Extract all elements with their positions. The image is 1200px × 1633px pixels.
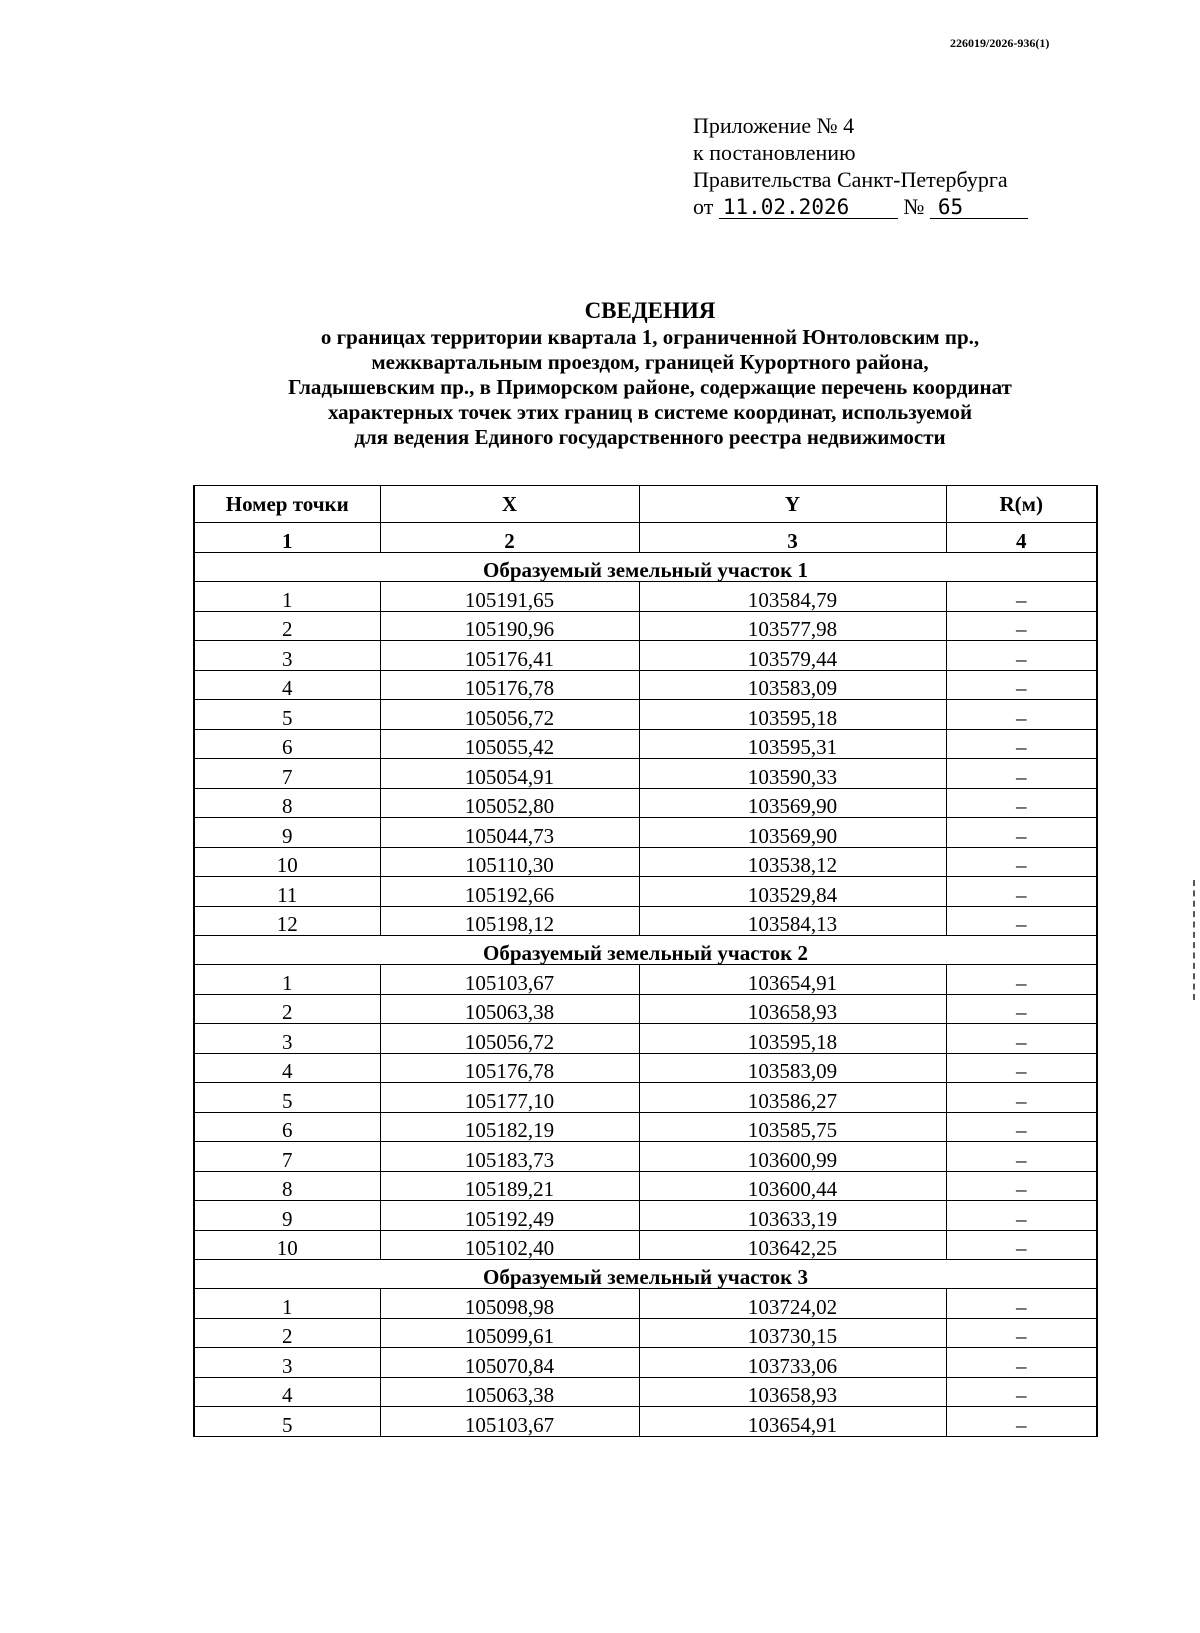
- point-number-cell: 2: [194, 994, 380, 1024]
- point-number-cell: 4: [194, 670, 380, 700]
- table-row: [194, 700, 1097, 730]
- table-row: [194, 1348, 1097, 1378]
- table-row: [194, 1024, 1097, 1054]
- radius-cell: –: [946, 906, 1097, 936]
- point-number-cell: 7: [194, 759, 380, 789]
- x-cell: 105182,19: [380, 1112, 639, 1142]
- point-number-cell: 9: [194, 818, 380, 848]
- annex-from-label: от: [693, 194, 714, 219]
- y-cell: 103584,79: [639, 582, 946, 612]
- radius-cell: –: [946, 1289, 1097, 1319]
- point-number-cell: 3: [194, 641, 380, 671]
- x-cell: 105103,67: [380, 965, 639, 995]
- x-cell: 105063,38: [380, 1377, 639, 1407]
- heading-line-5: для ведения Единого государственного реестра недвижимости: [354, 425, 946, 449]
- point-number-cell: 10: [194, 847, 380, 877]
- point-number-cell: 1: [194, 582, 380, 612]
- y-cell: 103569,90: [639, 818, 946, 848]
- point-number-cell: 5: [194, 1407, 380, 1437]
- y-cell: 103600,99: [639, 1142, 946, 1172]
- point-number-cell: 9: [194, 1201, 380, 1231]
- column-number-1: 1: [194, 523, 380, 553]
- radius-cell: –: [946, 729, 1097, 759]
- radius-cell: –: [946, 1201, 1097, 1231]
- x-cell: 105056,72: [380, 1024, 639, 1054]
- y-cell: 103595,31: [639, 729, 946, 759]
- table-row: [194, 788, 1097, 818]
- column-number-4: 4: [946, 523, 1097, 553]
- table-row: [194, 877, 1097, 907]
- x-cell: 105176,78: [380, 1053, 639, 1083]
- heading-line-2: межквартальным проездом, границей Курортного района,: [371, 350, 929, 374]
- header-y: Y: [639, 486, 946, 523]
- point-number-cell: 1: [194, 1289, 380, 1319]
- annex-date-line: [693, 193, 1028, 220]
- header-x: X: [380, 486, 639, 523]
- x-cell: 105177,10: [380, 1083, 639, 1113]
- y-cell: 103590,33: [639, 759, 946, 789]
- x-cell: 105192,66: [380, 877, 639, 907]
- point-number-cell: 2: [194, 1318, 380, 1348]
- y-cell: 103586,27: [639, 1083, 946, 1113]
- table-row: [194, 1201, 1097, 1231]
- section-row: [194, 1260, 1097, 1289]
- table-row: [194, 1112, 1097, 1142]
- radius-cell: –: [946, 1053, 1097, 1083]
- radius-cell: –: [946, 641, 1097, 671]
- x-cell: 105198,12: [380, 906, 639, 936]
- table-header-row: [194, 486, 1097, 523]
- section-row: [194, 936, 1097, 965]
- table-row: [194, 1083, 1097, 1113]
- table-row: [194, 965, 1097, 995]
- y-cell: 103654,91: [639, 965, 946, 995]
- x-cell: 105052,80: [380, 788, 639, 818]
- scan-margin-marks: [1193, 880, 1198, 1000]
- annex-line-1: Приложение № 4: [693, 113, 855, 138]
- annex-line-3: Правительства Санкт-Петербурга: [693, 167, 1008, 192]
- radius-cell: –: [946, 700, 1097, 730]
- x-cell: 105103,67: [380, 1407, 639, 1437]
- table-row: [194, 1289, 1097, 1319]
- y-cell: 103595,18: [639, 1024, 946, 1054]
- radius-cell: –: [946, 847, 1097, 877]
- radius-cell: –: [946, 818, 1097, 848]
- heading-title: СВЕДЕНИЯ: [584, 298, 716, 323]
- table-row: [194, 1377, 1097, 1407]
- y-cell: 103538,12: [639, 847, 946, 877]
- heading-line-3: Гладышевским пр., в Приморском районе, содержащие перечень координат: [288, 375, 1012, 399]
- table-row: [194, 582, 1097, 612]
- x-cell: 105189,21: [380, 1171, 639, 1201]
- y-cell: 103730,15: [639, 1318, 946, 1348]
- point-number-cell: 5: [194, 700, 380, 730]
- radius-cell: –: [946, 1407, 1097, 1437]
- table-row: [194, 1318, 1097, 1348]
- y-cell: 103585,75: [639, 1112, 946, 1142]
- x-cell: 105063,38: [380, 994, 639, 1024]
- y-cell: 103529,84: [639, 877, 946, 907]
- x-cell: 105190,96: [380, 611, 639, 641]
- radius-cell: –: [946, 759, 1097, 789]
- table-row: [194, 1407, 1097, 1437]
- point-number-cell: 3: [194, 1024, 380, 1054]
- y-cell: 103584,13: [639, 906, 946, 936]
- radius-cell: –: [946, 582, 1097, 612]
- point-number-cell: 11: [194, 877, 380, 907]
- radius-cell: –: [946, 611, 1097, 641]
- table-row: [194, 847, 1097, 877]
- point-number-cell: 4: [194, 1053, 380, 1083]
- point-number-cell: 1: [194, 965, 380, 995]
- y-cell: 103583,09: [639, 670, 946, 700]
- radius-cell: –: [946, 1024, 1097, 1054]
- x-cell: 105098,98: [380, 1289, 639, 1319]
- section-title: Образуемый земельный участок 2: [194, 936, 1097, 965]
- point-number-cell: 10: [194, 1230, 380, 1260]
- table-row: [194, 670, 1097, 700]
- y-cell: 103658,93: [639, 1377, 946, 1407]
- radius-cell: –: [946, 1112, 1097, 1142]
- table-row: [194, 1142, 1097, 1172]
- x-cell: 105176,78: [380, 670, 639, 700]
- radius-cell: –: [946, 965, 1097, 995]
- x-cell: 105054,91: [380, 759, 639, 789]
- column-number-row: [194, 523, 1097, 553]
- annex-number-label: №: [903, 194, 925, 219]
- table-row: [194, 1230, 1097, 1260]
- x-cell: 105191,65: [380, 582, 639, 612]
- radius-cell: –: [946, 994, 1097, 1024]
- point-number-cell: 2: [194, 611, 380, 641]
- header-point-number: Номер точки: [194, 486, 380, 523]
- annex-number: 65: [930, 196, 1028, 219]
- document-heading: [160, 296, 1140, 450]
- radius-cell: –: [946, 1230, 1097, 1260]
- y-cell: 103642,25: [639, 1230, 946, 1260]
- table-row: [194, 759, 1097, 789]
- point-number-cell: 7: [194, 1142, 380, 1172]
- point-number-cell: 8: [194, 1171, 380, 1201]
- y-cell: 103583,09: [639, 1053, 946, 1083]
- point-number-cell: 6: [194, 1112, 380, 1142]
- radius-cell: –: [946, 1083, 1097, 1113]
- radius-cell: –: [946, 1318, 1097, 1348]
- y-cell: 103595,18: [639, 700, 946, 730]
- annex-block: [693, 112, 1028, 220]
- header-radius: R(м): [946, 486, 1097, 523]
- y-cell: 103569,90: [639, 788, 946, 818]
- radius-cell: –: [946, 877, 1097, 907]
- y-cell: 103600,44: [639, 1171, 946, 1201]
- radius-cell: –: [946, 1171, 1097, 1201]
- point-number-cell: 6: [194, 729, 380, 759]
- y-cell: 103724,02: [639, 1289, 946, 1319]
- point-number-cell: 4: [194, 1377, 380, 1407]
- y-cell: 103579,44: [639, 641, 946, 671]
- x-cell: 105070,84: [380, 1348, 639, 1378]
- radius-cell: –: [946, 788, 1097, 818]
- coordinates-table-body: [194, 486, 1097, 1437]
- point-number-cell: 12: [194, 906, 380, 936]
- y-cell: 103654,91: [639, 1407, 946, 1437]
- coordinates-table: [193, 485, 1098, 1437]
- x-cell: 105102,40: [380, 1230, 639, 1260]
- radius-cell: –: [946, 1377, 1097, 1407]
- table-row: [194, 1053, 1097, 1083]
- point-number-cell: 8: [194, 788, 380, 818]
- heading-line-4: характерных точек этих границ в системе координат, используемой: [327, 400, 973, 424]
- annex-date: 11.02.2026: [719, 196, 898, 219]
- y-cell: 103577,98: [639, 611, 946, 641]
- section-title: Образуемый земельный участок 3: [194, 1260, 1097, 1289]
- section-row: [194, 553, 1097, 582]
- x-cell: 105192,49: [380, 1201, 639, 1231]
- x-cell: 105044,73: [380, 818, 639, 848]
- x-cell: 105055,42: [380, 729, 639, 759]
- x-cell: 105176,41: [380, 641, 639, 671]
- y-cell: 103733,06: [639, 1348, 946, 1378]
- radius-cell: –: [946, 670, 1097, 700]
- table-row: [194, 641, 1097, 671]
- heading-line-1: о границах территории квартала 1, ограниченной Юнтоловским пр.,: [320, 325, 980, 349]
- x-cell: 105183,73: [380, 1142, 639, 1172]
- y-cell: 103658,93: [639, 994, 946, 1024]
- column-number-3: 3: [639, 523, 946, 553]
- x-cell: 105110,30: [380, 847, 639, 877]
- table-row: [194, 729, 1097, 759]
- section-title: Образуемый земельный участок 1: [194, 553, 1097, 582]
- y-cell: 103633,19: [639, 1201, 946, 1231]
- table-row: [194, 818, 1097, 848]
- document-number: 226019/2026-936(1): [950, 36, 1050, 50]
- radius-cell: –: [946, 1348, 1097, 1378]
- table-row: [194, 906, 1097, 936]
- point-number-cell: 3: [194, 1348, 380, 1378]
- radius-cell: –: [946, 1142, 1097, 1172]
- point-number-cell: 5: [194, 1083, 380, 1113]
- table-row: [194, 994, 1097, 1024]
- column-number-2: 2: [380, 523, 639, 553]
- table-row: [194, 611, 1097, 641]
- table-row: [194, 1171, 1097, 1201]
- x-cell: 105056,72: [380, 700, 639, 730]
- annex-line-2: к постановлению: [693, 140, 856, 165]
- x-cell: 105099,61: [380, 1318, 639, 1348]
